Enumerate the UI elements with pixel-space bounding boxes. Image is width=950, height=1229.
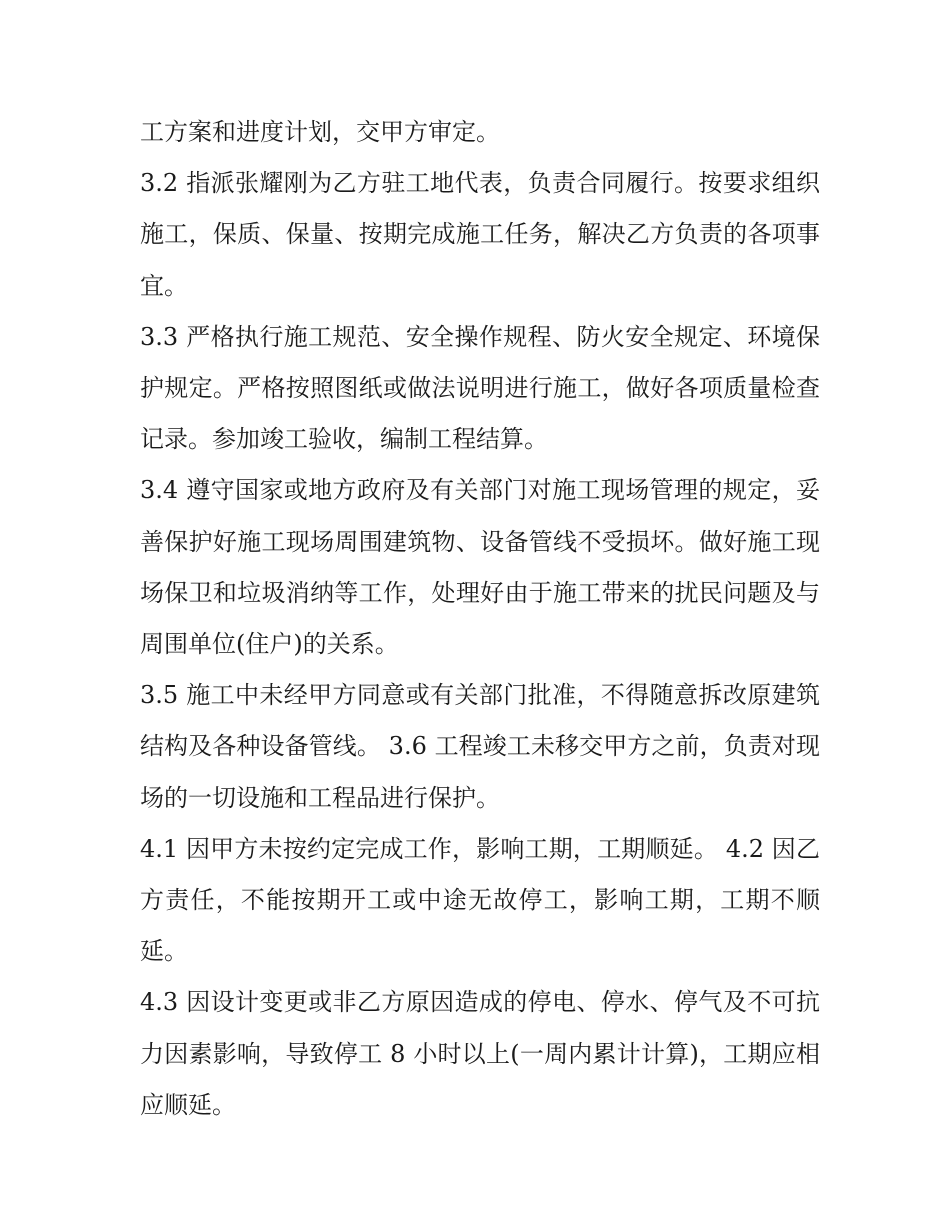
paragraph-3-3: 3.3 严格执行施工规范、安全操作规程、防火安全规定、环境保护规定。严格按照图纸或做法说明进行施工，做好各项质量检查记录。参加竣工验收，编制工程结算。 xyxy=(140,322,820,454)
paragraph-3-5: 3.5 施工中未经甲方同意或有关部门批准，不得随意拆改原建筑结构及各种设备管线。 3.6 工程竣工未移交甲方之前，负责对现场的一切设施和工程品进行保护。 xyxy=(140,681,820,812)
paragraph-4-1: 4.1 因甲方未按约定完成工作，影响工期，工期顺延。 4.2 因乙方责任，不能按期开工或中途无故停工，影响工期，工期不顺延。 xyxy=(140,834,820,966)
paragraph-4-3: 4.3 因设计变更或非乙方原因造成的停电、停水、停气及不可抗力因素影响，导致停工 8 小时以上(一周内累计计算)，工期应相应顺延。 xyxy=(140,988,820,1119)
paragraph-3-2: 3.2 指派张耀刚为乙方驻工地代表，负责合同履行。按要求组织施工，保质、保量、按期完成施工任务，解决乙方负责的各项事宜。 xyxy=(140,169,820,300)
paragraph-intro-continuation: 工方案和进度计划，交甲方审定。 xyxy=(140,118,500,146)
document-body xyxy=(140,107,820,1131)
paragraph-3-4: 3.4 遵守国家或地方政府及有关部门对施工现场管理的规定，妥善保护好施工现场周围建筑物、设备管线不受损坏。做好施工现场保卫和垃圾消纳等工作，处理好由于施工带来的扰民问题及与周围单位(住户)的关系。 xyxy=(140,476,820,659)
